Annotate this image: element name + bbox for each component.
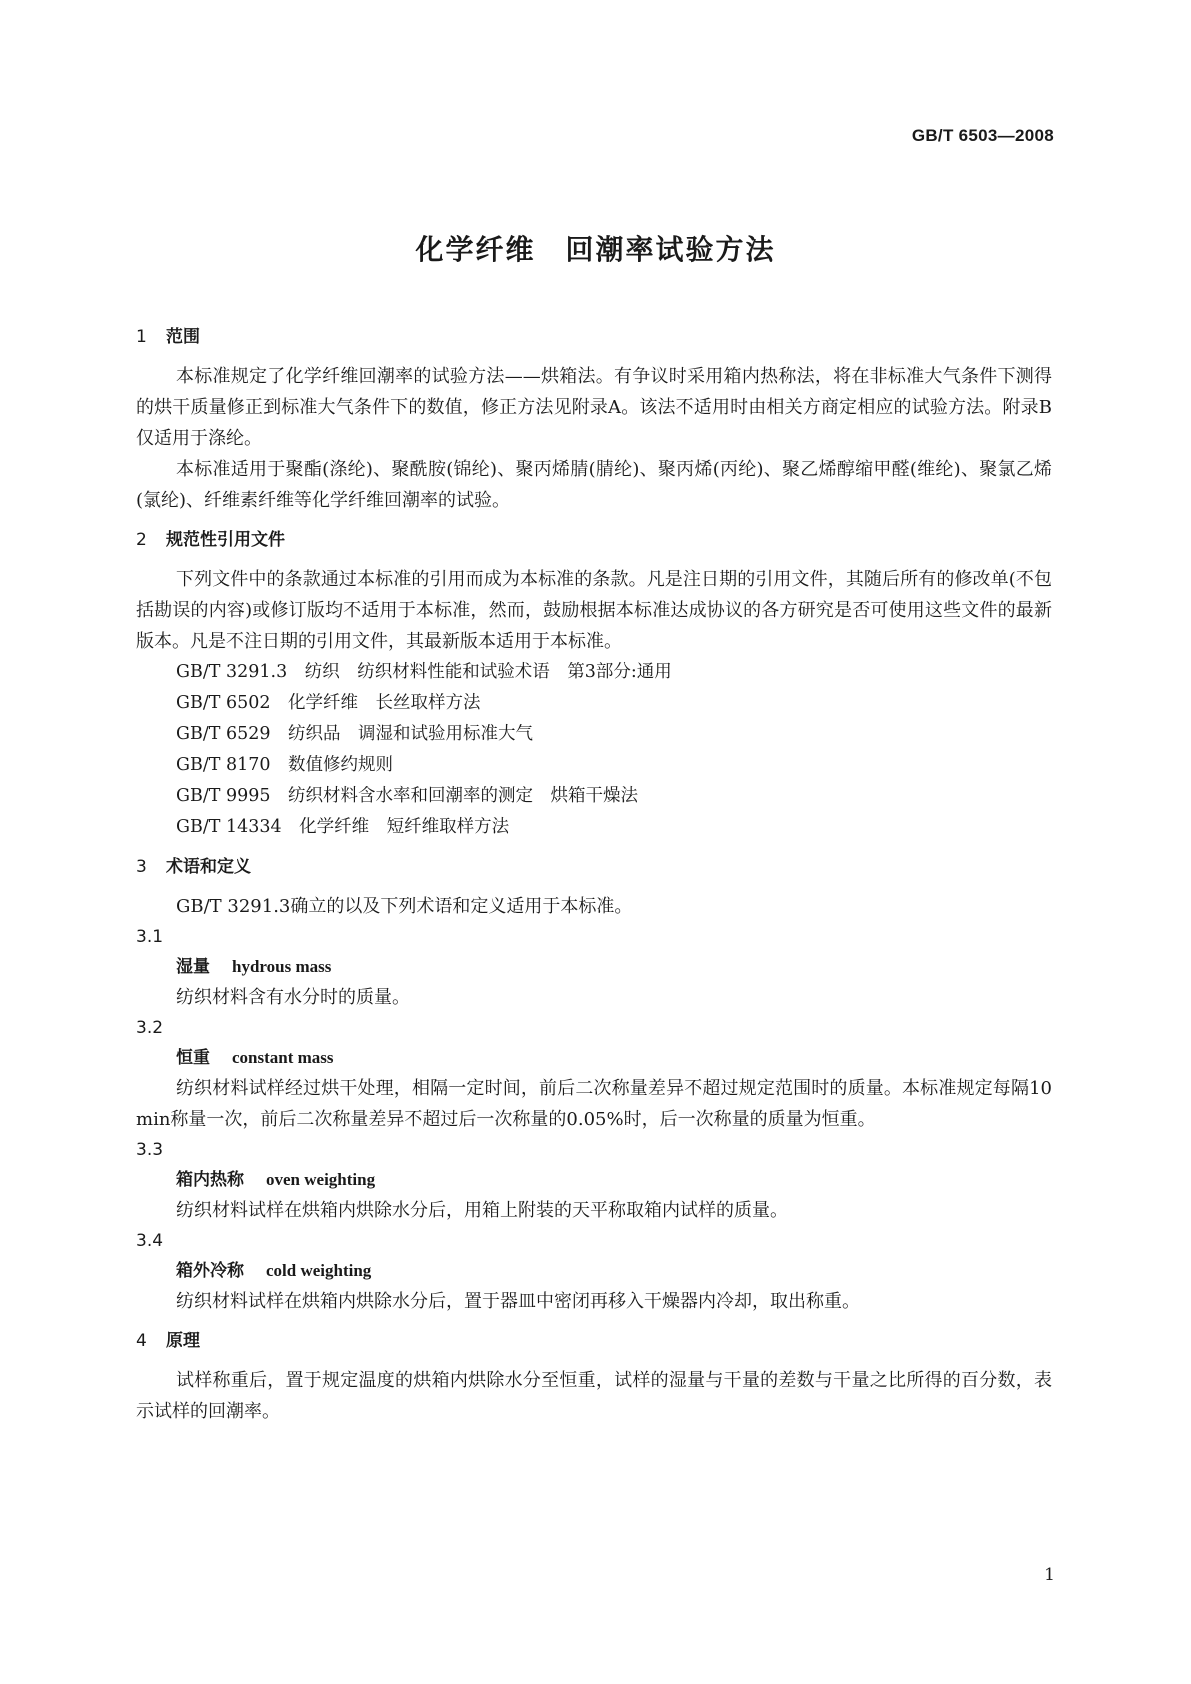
term-en: constant mass xyxy=(232,1048,334,1067)
term-number: 3.1 xyxy=(136,927,164,947)
normative-reference: GB/T 6529 纺织品 调湿和试验用标准大气 xyxy=(176,724,534,744)
term-definition: 纺织材料试样经过烘干处理，相隔一定时间，前后二次称量差异不超过规定范围时的质量。本标准规定每隔10 min称量一次，前后二次称量差异不超过后一次称量的0.05%时，后一次称量的质量为恒重。 xyxy=(136,1078,1052,1130)
standard-code: GB/T 6503—2008 xyxy=(911,126,1054,145)
normative-reference: GB/T 14334 化学纤维 短纤维取样方法 xyxy=(176,817,510,837)
section-1-paragraph-2: 本标准适用于聚酯(涤纶)、聚酰胺(锦纶)、聚丙烯腈(腈纶)、聚丙烯(丙纶)、聚乙烯醇缩甲醛(维纶)、聚氯乙烯(氯纶)、纤维素纤维等化学纤维回潮率的试验。 xyxy=(136,459,1052,511)
term-definition: 纺织材料试样在烘箱内烘除水分后，置于器皿中密闭再移入干燥器内冷却，取出称重。 xyxy=(176,1291,860,1312)
document-title: 化学纤维 回潮率试验方法 xyxy=(415,233,776,266)
term-zh: 箱外冷称 xyxy=(176,1261,244,1281)
section-title: 术语和定义 xyxy=(166,857,251,877)
term-en: cold weighting xyxy=(266,1261,372,1280)
term-en: oven weighting xyxy=(266,1170,376,1189)
section-1-heading xyxy=(136,325,1052,349)
section-title: 范围 xyxy=(166,327,200,347)
section-number: 4 xyxy=(136,1331,147,1351)
term-zh: 恒重 xyxy=(176,1048,210,1068)
term-zh: 湿量 xyxy=(176,957,210,977)
normative-reference: GB/T 6502 化学纤维 长丝取样方法 xyxy=(176,693,481,713)
term-number: 3.4 xyxy=(136,1231,164,1251)
term-heading xyxy=(136,952,1052,982)
page-number: 1 xyxy=(1044,1565,1055,1585)
document-body xyxy=(136,325,1052,1427)
term-heading xyxy=(136,1165,1052,1195)
term-heading xyxy=(136,1256,1052,1286)
term-en: hydrous mass xyxy=(232,957,332,976)
term-definition: 纺织材料试样在烘箱内烘除水分后，用箱上附装的天平称取箱内试样的质量。 xyxy=(176,1200,788,1221)
term-heading xyxy=(136,1043,1052,1073)
section-title: 规范性引用文件 xyxy=(166,530,285,550)
term-definition: 纺织材料含有水分时的质量。 xyxy=(176,987,410,1008)
section-number: 3 xyxy=(136,857,147,877)
section-4-paragraph-1: 试样称重后，置于规定温度的烘箱内烘除水分至恒重，试样的湿量与干量的差数与干量之比所得的百分数，表示试样的回潮率。 xyxy=(136,1370,1052,1422)
section-2-heading xyxy=(136,528,1052,552)
normative-reference: GB/T 9995 纺织材料含水率和回潮率的测定 烘箱干燥法 xyxy=(176,786,639,806)
section-number: 1 xyxy=(136,327,147,347)
section-3-intro: GB/T 3291.3确立的以及下列术语和定义适用于本标准。 xyxy=(176,896,633,917)
term-zh: 箱内热称 xyxy=(176,1170,244,1190)
section-number: 2 xyxy=(136,530,147,550)
section-title: 原理 xyxy=(166,1331,200,1351)
normative-reference: GB/T 8170 数值修约规则 xyxy=(176,755,394,775)
term-number: 3.3 xyxy=(136,1140,164,1160)
normative-reference: GB/T 3291.3 纺织 纺织材料性能和试验术语 第3部分:通用 xyxy=(176,662,672,682)
section-1-paragraph-1: 本标准规定了化学纤维回潮率的试验方法——烘箱法。有争议时采用箱内热称法，将在非标准大气条件下测得的烘干质量修正到标准大气条件下的数值，修正方法见附录A。该法不适用时由相关方商定相应的试验方法。附录B仅适用于涤纶。 xyxy=(136,366,1052,449)
section-4-heading xyxy=(136,1329,1052,1353)
section-3-heading xyxy=(136,855,1052,879)
section-2-paragraph-1: 下列文件中的条款通过本标准的引用而成为本标准的条款。凡是注日期的引用文件，其随后所有的修改单(不包括勘误的内容)或修订版均不适用于本标准，然而，鼓励根据本标准达成协议的各方研究是否可使用这些文件的最新版本。凡是不注日期的引用文件，其最新版本适用于本标准。 xyxy=(136,569,1052,652)
term-number: 3.2 xyxy=(136,1018,164,1038)
